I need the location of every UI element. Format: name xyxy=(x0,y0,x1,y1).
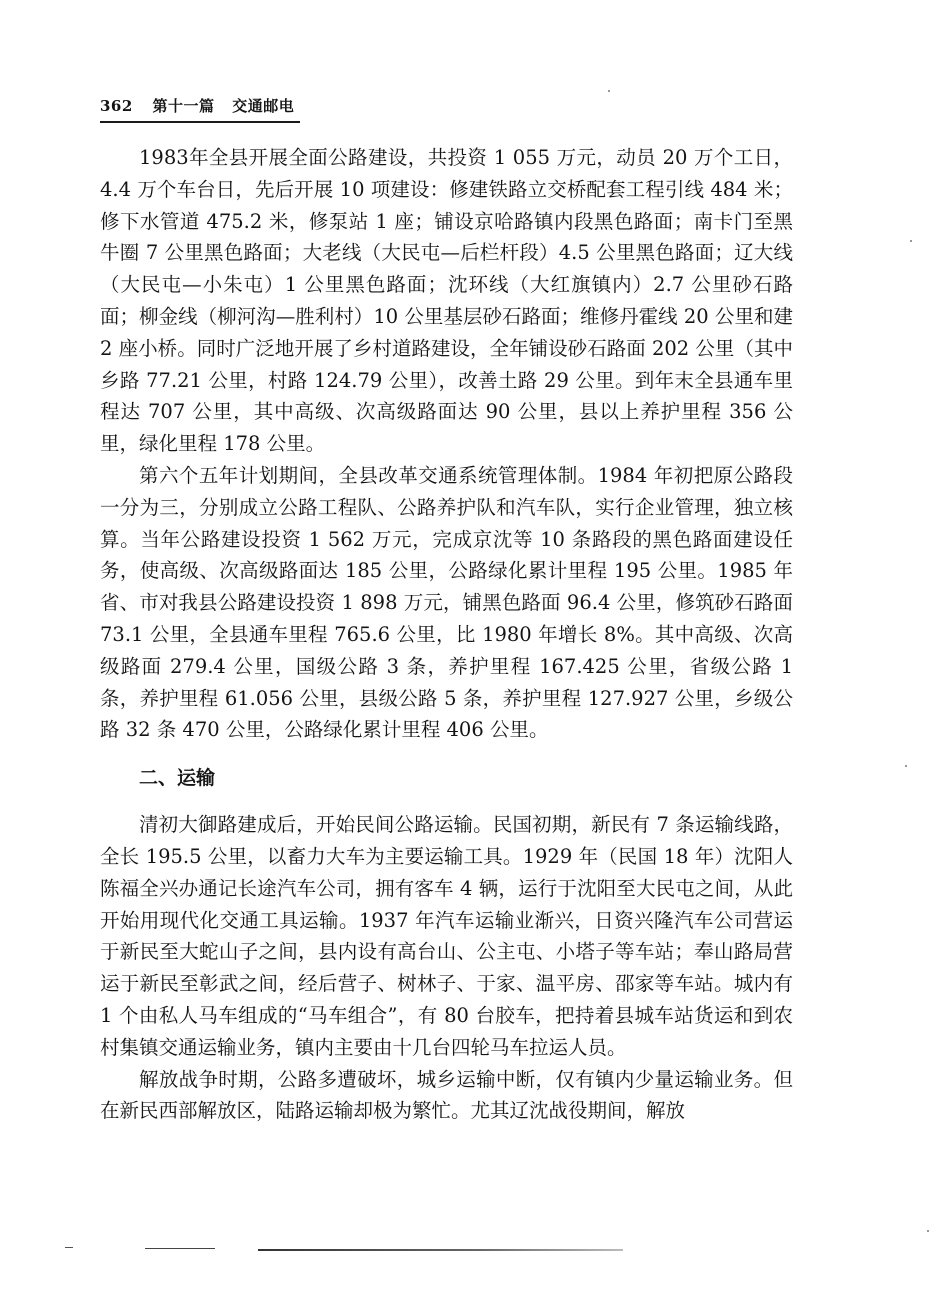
scan-speck xyxy=(608,90,610,92)
paragraph-road-construction-1983: 1983年全县开展全面公路建设，共投资 1 055 万元，动员 20 万个工日，4.4 万个车台日，先后开展 10 项建设：修建铁路立交桥配套工程引线 484 米；修下水管道 475.2 米，修泵站 1 座；铺设京哈路镇内段黑色路面；南卡门至黑牛圈 7 公里黑色路面；大老线（大民屯—后栏杆段）4.5 公里黑色路面；辽大线（大民屯—小朱屯）1 公里黑色路面；沈环线（大红旗镇内）2.7 公里砂石路面；柳金线（柳河沟—胜利村）10 公里基层砂石路面；维修丹霍线 20 公里和建 2 座小桥。同时广泛地开展了乡村道路建设，全年铺设砂石路面 202 公里（其中乡路 77.21 公里，村路 124.79 公里），改善土路 29 公里。到年末全县通车里程达 707 公里，其中高级、次高级路面达 90 公里，县以上养护里程 356 公里，绿化里程 178 公里。 xyxy=(100,146,793,456)
chapter-label: 第十一篇 xyxy=(152,97,215,115)
scan-speck xyxy=(927,1230,929,1232)
section-heading: 二、运输 xyxy=(139,767,216,790)
chapter-title: 交通邮电 xyxy=(232,97,295,115)
running-header xyxy=(100,95,300,116)
paragraph-liberation-war: 解放战争时期，公路多遭破坏，城乡运输中断，仅有镇内少量运输业务。但在新民西部解放区，陆路运输却极为繁忙。尤其辽沈战役期间，解放 xyxy=(100,1067,793,1123)
paragraph-sixth-five-year-plan: 第六个五年计划期间，全县改革交通系统管理体制。1984 年初把原公路段一分为三，分别成立公路工程队、公路养护队和汽车队，实行企业管理，独立核算。当年公路建设投资 1 562 万元，完成京沈等 10 条路段的黑色路面建设任务，使高级、次高级路面达 185 公里，公路绿化累计里程 195 公里。1985 年省、市对我县公路建设投资 1 898 万元，铺黑色路面 96.4 公里，修筑砂石路面 73.1 公里，全县通车里程 765.6 公里，比 1980 年增长 8%。其中高级、次高级路面 279.4 公里，国级公路 3 条，养护里程 167.425 公里，省级公路 1 条，养护里程 61.056 公里，县级公路 5 条，养护里程 127.927 公里，乡级公路 32 条 470 公里，公路绿化累计里程 406 公里。 xyxy=(100,463,793,742)
page-number: 362 xyxy=(100,97,133,115)
footer-rule-left xyxy=(145,1248,215,1249)
scan-speck xyxy=(910,240,912,242)
header-rule xyxy=(100,121,300,123)
scan-speck xyxy=(905,765,907,767)
footer-mark xyxy=(65,1247,73,1248)
paragraph-transport-history: 清初大御路建成后，开始民间公路运输。民国初期，新民有 7 条运输线路，全长 195.5 公里，以畜力大车为主要运输工具。1929 年（民国 18 年）沈阳人陈福全兴办通记长途汽车公司，拥有客车 4 辆，运行于沈阳至大民屯之间，从此开始用现代化交通工具运输。1937 年汽车运输业渐兴，日资兴隆汽车公司营运于新民至大蛇山子之间，县内设有高台山、公主屯、小塔子等车站；奉山路局营运于新民至彰武之间，经后营子、树林子、于家、温平房、邵家等车站。城内有 1 个由私人马车组成的“马车组合”，有 80 台胶车，把持着县城车站货运和到农村集镇交通运输业务，镇内主要由十几台四轮马车拉运人员。 xyxy=(100,813,793,1059)
footer-rule-right xyxy=(258,1249,623,1251)
body-text xyxy=(100,142,793,1127)
